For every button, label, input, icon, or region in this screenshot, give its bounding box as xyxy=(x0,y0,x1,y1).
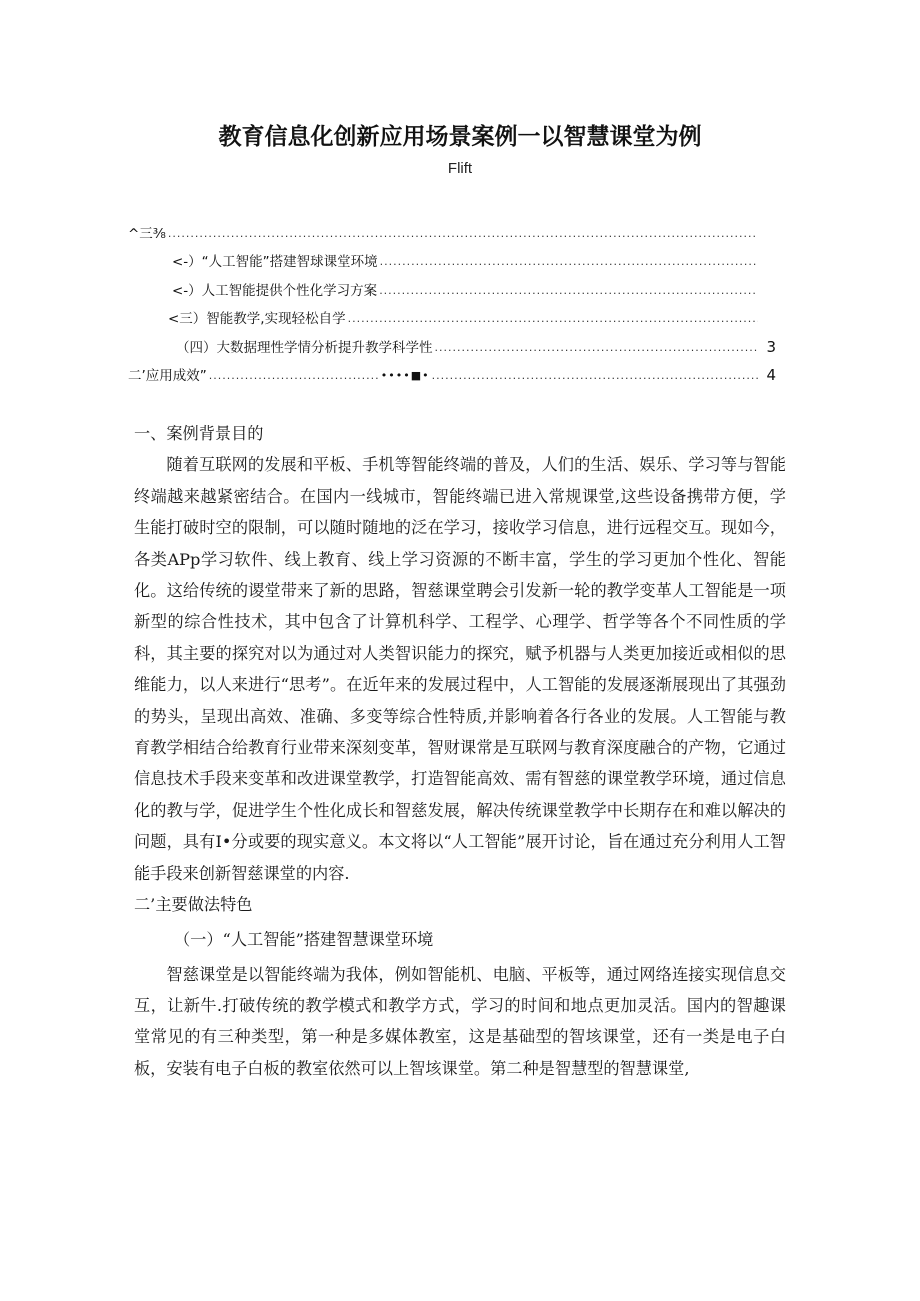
toc-entry-page: 4 xyxy=(766,366,776,384)
section-heading: 二’主要做法特色 xyxy=(134,895,253,915)
toc-entry-label: <-）“人工智能”搭建智球课堂环境 xyxy=(172,254,378,270)
toc-entry[interactable] xyxy=(128,327,776,356)
section-heading: 一、案例背景目的 xyxy=(134,424,264,443)
toc-entry[interactable] xyxy=(128,356,776,385)
toc-leader-dots xyxy=(348,312,758,327)
table-of-contents xyxy=(128,213,776,384)
body-paragraph: 智慈课堂是以智能终端为我体，例如智能机、电脑、平板等，通过网络连接实现信息交互，让新牛.打破传统的教学模式和教学方式，学习的时间和地点更加灵活。国内的智趣课堂常见的有三种类型，第一种是多媒体教室，这是基础型的智垓课堂，还有一类是电子白板，安装有电子白板的教室依然可以上智垓课堂。第二种是智慧型的智慧课堂, xyxy=(134,964,786,1078)
toc-leader-marks: ••••■• xyxy=(380,369,430,382)
body-paragraph: 随着互联网的发展和平板、手机等智能终端的普及，人们的生活、娱乐、学习等与智能终端越来越紧密结合。在国内一线城市，智能终端已进入常规课堂,这些设备携带方便，学生能打破时空的限制，可以随时随地的泛在学习，接收学习信息，进行远程交互。现如今，各类APp学习软件、线上教育、线上学习资源的不断丰富，学生的学习更加个性化、智能化。这给传统的谡堂带来了新的思路，智慈课堂聘会引发新一轮的教学变革人工智能是一项新型的综合性技术，其中包含了计算机科学、工程学、心理学、哲学等各个不同性质的学科，其主要的探究对以为通过对人类智识能力的探究，赋予机器与人类更加接近或相似的思维能力，以人来进行“思考”。在近年来的发展过程中，人工智能的发展逐渐展现出了其强劲的势头，呈现出高效、准确、多变等综合性特质,并影响着各行各业的发展。人工智能与教育教学相结合给教育行业带来深刻变革，智财课常是互联网与教育深度融合的产物，它通过信息技术手段来变革和改进课堂教学，打造智能高效、需有智慈的课堂教学环境，通过信息化的教与学，促进学生个性化成长和智慈发展，解决传统课堂教学中长期存在和难以解决的问题，具有I•分或要的现实意义。本文将以“人工智能”展开讨论，旨在通过充分利用人工智能手段来创新智慈课堂的内容. xyxy=(134,455,786,883)
toc-entry-label: 二’应用成效” xyxy=(128,368,207,384)
document-subtitle: Flift xyxy=(447,160,473,177)
toc-entry-label: （四）大数据理性学情分析提升教学科学性 xyxy=(176,339,433,356)
toc-entry[interactable] xyxy=(128,270,776,299)
toc-entry[interactable] xyxy=(128,213,776,242)
toc-leader-dots xyxy=(432,369,758,384)
toc-entry[interactable] xyxy=(128,242,776,271)
toc-entry[interactable] xyxy=(128,299,776,328)
toc-leader-dots xyxy=(168,227,758,242)
toc-entry-label: <三）智能教学,实现轻松自学 xyxy=(168,311,346,327)
subsection-heading: （一）“人工智能”搭建智慧课堂环境 xyxy=(174,929,434,949)
document-title: 教育信息化创新应用场景案例一以智慧课堂为例 xyxy=(218,124,702,150)
document-body xyxy=(134,418,786,1084)
toc-leader-dots xyxy=(209,369,379,384)
toc-entry-label: ^三⅜ xyxy=(128,225,166,242)
toc-leader-dots xyxy=(380,255,758,270)
toc-leader-dots xyxy=(435,341,759,356)
toc-entry-page: 3 xyxy=(766,337,776,356)
toc-entry-label: <-）人工智能提供个性化学习方案 xyxy=(172,282,378,299)
toc-leader-dots xyxy=(379,284,758,299)
